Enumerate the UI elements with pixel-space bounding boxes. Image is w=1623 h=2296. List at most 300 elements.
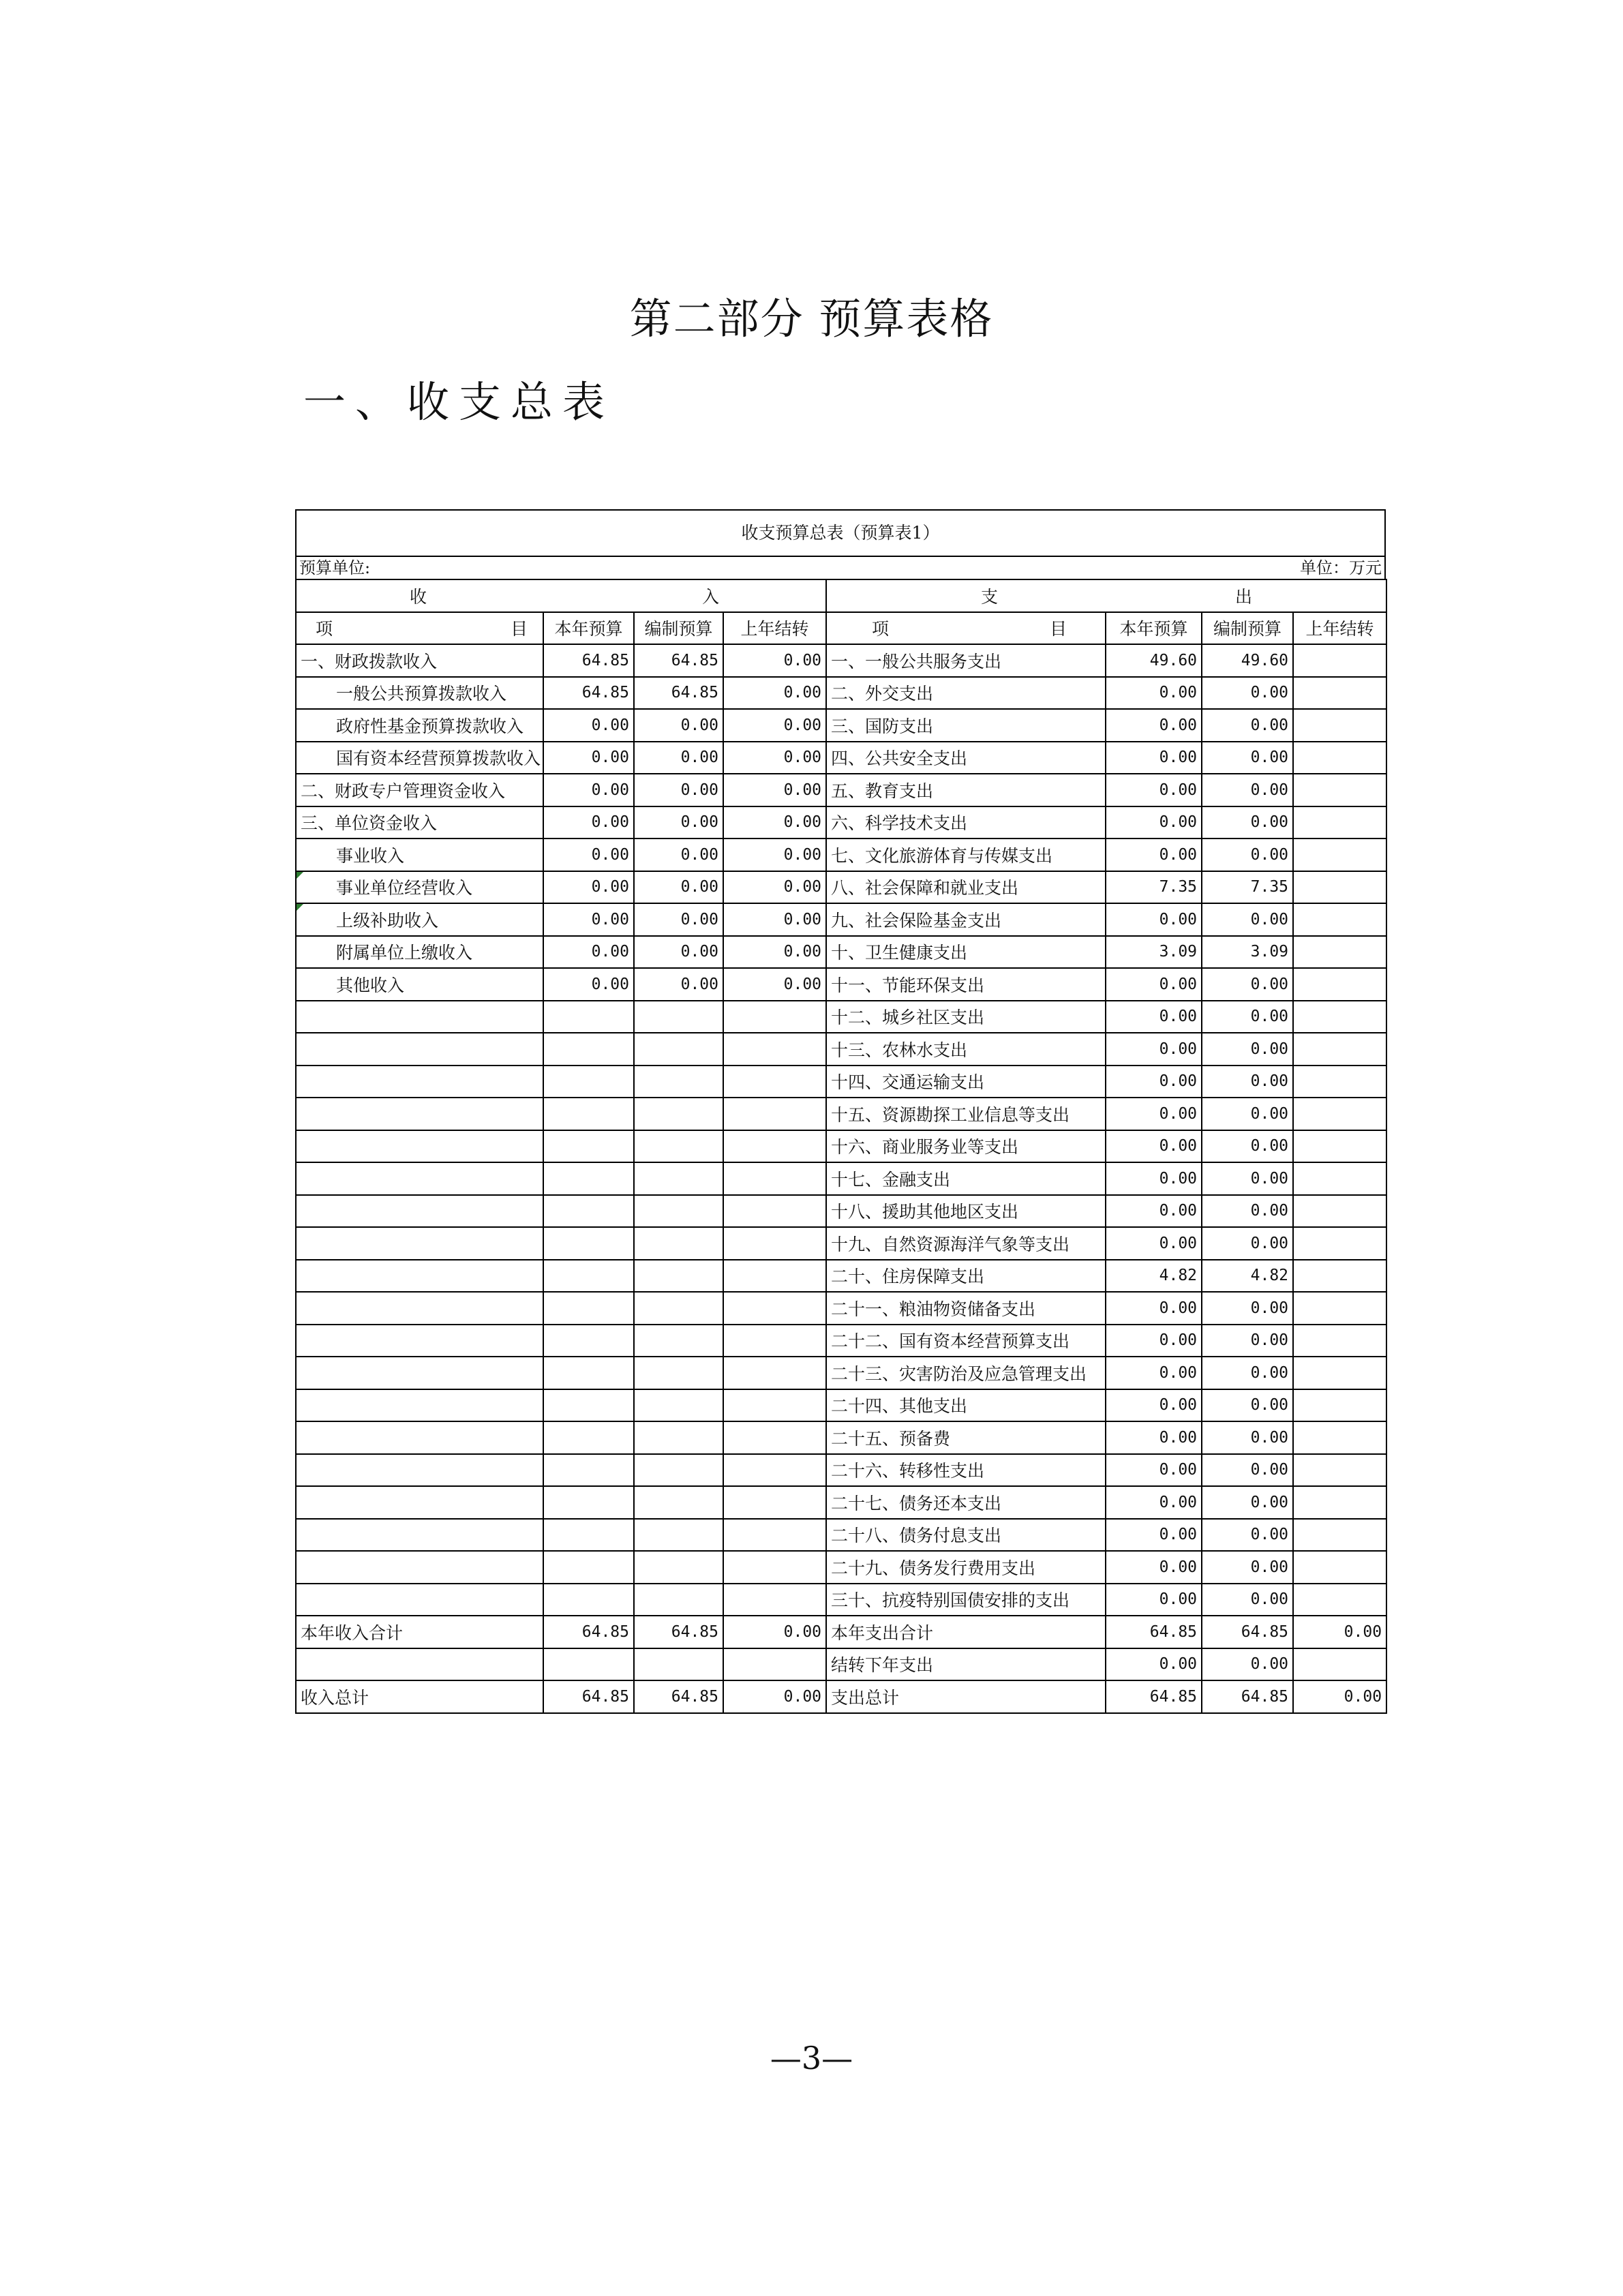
expense-current-cell: 0.00 (1106, 1001, 1202, 1033)
table-row (296, 1680, 1386, 1713)
expense-carryover-header: 上年结转 (1293, 612, 1386, 645)
income-current-cell (543, 1325, 634, 1357)
income-carryover-cell: 0.00 (723, 936, 826, 969)
expense-current-cell: 0.00 (1106, 1551, 1202, 1584)
income-header-right: 入 (702, 586, 720, 607)
income-item-cell (296, 1130, 543, 1163)
income-compiled-cell (634, 1033, 723, 1066)
income-item-cell: 事业收入 (296, 839, 543, 871)
expense-carryover-cell (1293, 1519, 1386, 1552)
income-item-cell: 上级补助收入 (296, 903, 543, 936)
table-row (296, 774, 1386, 806)
income-current-cell: 0.00 (543, 968, 634, 1001)
expense-compiled-cell: 0.00 (1202, 1162, 1293, 1195)
expense-item-cell: 二十七、债务还本支出 (826, 1486, 1106, 1519)
table-row (296, 1260, 1386, 1293)
expense-carryover-cell (1293, 839, 1386, 871)
income-current-cell: 64.85 (543, 1680, 634, 1713)
expense-compiled-cell: 0.00 (1202, 1551, 1293, 1584)
income-compiled-cell: 0.00 (634, 774, 723, 806)
expense-current-cell: 0.00 (1106, 742, 1202, 774)
income-carryover-cell (723, 1389, 826, 1422)
income-item-cell (296, 1486, 543, 1519)
income-carryover-cell: 0.00 (723, 677, 826, 710)
expense-compiled-cell: 0.00 (1202, 903, 1293, 936)
expense-carryover-cell (1293, 1421, 1386, 1454)
table-row (296, 871, 1386, 904)
expense-compiled-cell: 0.00 (1202, 1001, 1293, 1033)
expense-carryover-cell (1293, 1584, 1386, 1616)
expense-compiled-cell: 0.00 (1202, 1098, 1293, 1130)
expense-compiled-cell: 7.35 (1202, 871, 1293, 904)
income-carryover-cell (723, 1357, 826, 1389)
income-compiled-cell: 0.00 (634, 839, 723, 871)
income-compiled-cell (634, 1389, 723, 1422)
expense-current-cell: 0.00 (1106, 1162, 1202, 1195)
income-item-cell (296, 1421, 543, 1454)
income-carryover-cell (723, 1227, 826, 1260)
expense-carryover-cell (1293, 742, 1386, 774)
income-carryover-cell (723, 1260, 826, 1293)
income-current-cell (543, 1292, 634, 1325)
income-current-cell (543, 1486, 634, 1519)
expense-item-cell: 十四、交通运输支出 (826, 1066, 1106, 1098)
expense-item-cell: 十九、自然资源海洋气象等支出 (826, 1227, 1106, 1260)
expense-carryover-cell (1293, 1227, 1386, 1260)
income-item-cell: 一、财政拨款收入 (296, 644, 543, 677)
income-current-cell (543, 1098, 634, 1130)
expense-item-cell: 十一、节能环保支出 (826, 968, 1106, 1001)
expense-item-cell: 十七、金融支出 (826, 1162, 1106, 1195)
expense-item-cell: 六、科学技术支出 (826, 806, 1106, 839)
income-compiled-cell: 0.00 (634, 742, 723, 774)
income-current-cell (543, 1066, 634, 1098)
expense-item-cell: 二十三、灾害防治及应急管理支出 (826, 1357, 1106, 1389)
expense-compiled-cell: 0.00 (1202, 1454, 1293, 1487)
income-item-cell: 其他收入 (296, 968, 543, 1001)
income-item-cell (296, 1195, 543, 1228)
unit-row (295, 557, 1386, 579)
table-row (296, 742, 1386, 774)
income-item-cell: 国有资本经营预算拨款收入 (296, 742, 543, 774)
expense-carryover-cell (1293, 936, 1386, 969)
income-current-cell: 0.00 (543, 839, 634, 871)
expense-item-cell: 二十五、预备费 (826, 1421, 1106, 1454)
expense-current-cell: 0.00 (1106, 806, 1202, 839)
table-row (296, 709, 1386, 742)
income-compiled-cell: 64.85 (634, 677, 723, 710)
income-item-cell: 事业单位经营收入 (296, 871, 543, 904)
income-carryover-cell: 0.00 (723, 709, 826, 742)
income-carryover-cell: 0.00 (723, 774, 826, 806)
part-title: 第二部分 预算表格 (629, 294, 994, 344)
income-compiled-cell (634, 1454, 723, 1487)
income-item-cell (296, 1098, 543, 1130)
expense-carryover-cell (1293, 1648, 1386, 1681)
income-item-cell (296, 1292, 543, 1325)
income-current-cell: 0.00 (543, 936, 634, 969)
expense-current-cell: 0.00 (1106, 1357, 1202, 1389)
table-row (296, 1162, 1386, 1195)
table-caption: 收支预算总表（预算表1） (295, 509, 1386, 557)
income-item-cell (296, 1260, 543, 1293)
expense-compiled-cell: 0.00 (1202, 1389, 1293, 1422)
income-item-cell (296, 1551, 543, 1584)
budget-table-container (295, 509, 1386, 1714)
income-item-cell: 二、财政专户管理资金收入 (296, 774, 543, 806)
expense-carryover-cell (1293, 709, 1386, 742)
currency-unit-label: 单位：万元 (1300, 558, 1382, 577)
income-item-cell: 本年收入合计 (296, 1616, 543, 1648)
budget-table (295, 579, 1387, 1714)
table-row (296, 1033, 1386, 1066)
expense-item-cell: 二十一、粮油物资储备支出 (826, 1292, 1106, 1325)
expense-item-cell: 九、社会保险基金支出 (826, 903, 1106, 936)
expense-current-header: 本年预算 (1106, 612, 1202, 645)
income-current-cell (543, 1648, 634, 1681)
expense-section-header (826, 579, 1386, 612)
income-compiled-cell: 0.00 (634, 709, 723, 742)
expense-item-cell: 七、文化旅游体育与传媒支出 (826, 839, 1106, 871)
income-current-cell: 0.00 (543, 903, 634, 936)
expense-carryover-cell (1293, 677, 1386, 710)
income-current-cell (543, 1227, 634, 1260)
income-compiled-cell (634, 1486, 723, 1519)
income-carryover-cell (723, 1066, 826, 1098)
income-current-cell: 64.85 (543, 677, 634, 710)
income-compiled-cell (634, 1648, 723, 1681)
expense-carryover-cell: 0.00 (1293, 1680, 1386, 1713)
expense-compiled-cell: 0.00 (1202, 709, 1293, 742)
expense-current-cell: 0.00 (1106, 1227, 1202, 1260)
expense-item-cell: 十二、城乡社区支出 (826, 1001, 1106, 1033)
expense-current-cell: 64.85 (1106, 1616, 1202, 1648)
expense-compiled-cell: 0.00 (1202, 1486, 1293, 1519)
expense-item-left: 项 (872, 619, 890, 639)
expense-current-cell: 0.00 (1106, 968, 1202, 1001)
expense-compiled-cell: 0.00 (1202, 1519, 1293, 1552)
expense-item-cell: 结转下年支出 (826, 1648, 1106, 1681)
expense-compiled-cell: 0.00 (1202, 1066, 1293, 1098)
income-current-cell (543, 1001, 634, 1033)
expense-compiled-cell: 4.82 (1202, 1260, 1293, 1293)
income-compiled-cell (634, 1584, 723, 1616)
table-row (296, 1098, 1386, 1130)
expense-compiled-cell: 0.00 (1202, 1227, 1293, 1260)
income-compiled-cell (634, 1130, 723, 1163)
expense-compiled-cell: 0.00 (1202, 1195, 1293, 1228)
expense-carryover-cell (1293, 644, 1386, 677)
income-item-cell: 收入总计 (296, 1680, 543, 1713)
budget-unit-label: 预算单位: (299, 558, 371, 577)
income-compiled-cell: 0.00 (634, 871, 723, 904)
expense-header-right: 出 (1235, 586, 1253, 607)
table-row (296, 968, 1386, 1001)
expense-carryover-cell (1293, 1292, 1386, 1325)
expense-current-cell: 0.00 (1106, 1195, 1202, 1228)
expense-item-cell: 二十九、债务发行费用支出 (826, 1551, 1106, 1584)
income-current-cell: 0.00 (543, 709, 634, 742)
expense-carryover-cell (1293, 774, 1386, 806)
expense-compiled-cell: 0.00 (1202, 968, 1293, 1001)
income-compiled-cell (634, 1260, 723, 1293)
income-item-cell (296, 1389, 543, 1422)
table-row (296, 1292, 1386, 1325)
expense-current-cell: 3.09 (1106, 936, 1202, 969)
expense-compiled-cell: 3.09 (1202, 936, 1293, 969)
expense-item-cell: 支出总计 (826, 1680, 1106, 1713)
income-current-cell (543, 1519, 634, 1552)
table-row (296, 1227, 1386, 1260)
income-carryover-cell (723, 1421, 826, 1454)
expense-compiled-cell: 0.00 (1202, 1421, 1293, 1454)
income-compiled-cell: 0.00 (634, 806, 723, 839)
income-carryover-cell (723, 1454, 826, 1487)
income-carryover-cell: 0.00 (723, 903, 826, 936)
expense-carryover-cell: 0.00 (1293, 1616, 1386, 1648)
income-compiled-cell: 0.00 (634, 968, 723, 1001)
income-compiled-cell: 64.85 (634, 644, 723, 677)
expense-item-cell: 十、卫生健康支出 (826, 936, 1106, 969)
budget-body (296, 644, 1386, 1713)
income-item-header (296, 612, 543, 645)
income-carryover-cell (723, 1325, 826, 1357)
income-current-cell (543, 1162, 634, 1195)
table-row (296, 1130, 1386, 1163)
expense-compiled-cell: 64.85 (1202, 1680, 1293, 1713)
expense-item-cell: 二十六、转移性支出 (826, 1454, 1106, 1487)
expense-carryover-cell (1293, 1162, 1386, 1195)
expense-current-cell: 0.00 (1106, 1098, 1202, 1130)
table-row (296, 806, 1386, 839)
income-item-cell: 政府性基金预算拨款收入 (296, 709, 543, 742)
expense-item-cell: 三、国防支出 (826, 709, 1106, 742)
expense-carryover-cell (1293, 1033, 1386, 1066)
income-current-cell (543, 1130, 634, 1163)
expense-compiled-cell: 0.00 (1202, 839, 1293, 871)
expense-compiled-cell: 0.00 (1202, 1292, 1293, 1325)
income-carryover-cell: 0.00 (723, 871, 826, 904)
income-carryover-cell (723, 1195, 826, 1228)
income-header-left: 收 (410, 586, 427, 607)
expense-current-cell: 0.00 (1106, 1389, 1202, 1422)
expense-item-cell: 十六、商业服务业等支出 (826, 1130, 1106, 1163)
expense-item-cell: 十八、援助其他地区支出 (826, 1195, 1106, 1228)
income-item-left: 项 (316, 619, 333, 639)
expense-item-cell: 四、公共安全支出 (826, 742, 1106, 774)
income-item-cell (296, 1648, 543, 1681)
income-item-cell: 一般公共预算拨款收入 (296, 677, 543, 710)
table-row (296, 1454, 1386, 1487)
table-row (296, 1551, 1386, 1584)
expense-carryover-cell (1293, 1357, 1386, 1389)
income-compiled-cell (634, 1195, 723, 1228)
income-current-cell (543, 1551, 634, 1584)
income-carryover-cell: 0.00 (723, 1680, 826, 1713)
expense-current-cell: 0.00 (1106, 774, 1202, 806)
expense-carryover-cell (1293, 903, 1386, 936)
income-carryover-cell (723, 1584, 826, 1616)
expense-current-cell: 0.00 (1106, 1486, 1202, 1519)
expense-item-cell: 五、教育支出 (826, 774, 1106, 806)
expense-item-cell: 本年支出合计 (826, 1616, 1106, 1648)
expense-current-cell: 0.00 (1106, 1519, 1202, 1552)
expense-compiled-cell: 0.00 (1202, 806, 1293, 839)
income-compiled-cell: 0.00 (634, 936, 723, 969)
table-row (296, 936, 1386, 969)
expense-carryover-cell (1293, 1001, 1386, 1033)
income-carryover-cell (723, 1648, 826, 1681)
expense-current-cell: 0.00 (1106, 1454, 1202, 1487)
income-section-header (296, 579, 826, 612)
table-row (296, 1421, 1386, 1454)
expense-item-cell: 十五、资源勘探工业信息等支出 (826, 1098, 1106, 1130)
expense-compiled-cell: 64.85 (1202, 1616, 1293, 1648)
table-row (296, 1325, 1386, 1357)
table-row (296, 1486, 1386, 1519)
expense-item-cell: 二十八、债务付息支出 (826, 1519, 1106, 1552)
expense-current-cell: 0.00 (1106, 903, 1202, 936)
expense-item-cell: 十三、农林水支出 (826, 1033, 1106, 1066)
income-carryover-cell (723, 1519, 826, 1552)
expense-current-cell: 4.82 (1106, 1260, 1202, 1293)
expense-carryover-cell (1293, 1325, 1386, 1357)
income-item-right: 目 (510, 619, 528, 639)
income-current-cell: 0.00 (543, 871, 634, 904)
income-current-cell: 0.00 (543, 806, 634, 839)
expense-item-right: 目 (1050, 619, 1067, 639)
table-row (296, 1648, 1386, 1681)
income-current-cell: 0.00 (543, 774, 634, 806)
expense-current-cell: 49.60 (1106, 644, 1202, 677)
table-row (296, 1066, 1386, 1098)
income-carryover-cell: 0.00 (723, 742, 826, 774)
expense-compiled-cell: 0.00 (1202, 1325, 1293, 1357)
income-current-header: 本年预算 (543, 612, 634, 645)
expense-compiled-cell: 0.00 (1202, 1584, 1293, 1616)
expense-current-cell: 7.35 (1106, 871, 1202, 904)
income-carryover-cell: 0.00 (723, 806, 826, 839)
income-item-cell (296, 1584, 543, 1616)
income-item-cell (296, 1227, 543, 1260)
income-compiled-cell (634, 1001, 723, 1033)
table-row (296, 644, 1386, 677)
expense-current-cell: 0.00 (1106, 1066, 1202, 1098)
table-row (296, 1001, 1386, 1033)
income-compiled-cell (634, 1357, 723, 1389)
expense-compiled-cell: 0.00 (1202, 1648, 1293, 1681)
income-compiled-cell (634, 1325, 723, 1357)
expense-carryover-cell (1293, 1260, 1386, 1293)
section-title: 一、收支总表 (303, 377, 615, 427)
table-row (296, 1519, 1386, 1552)
expense-compiled-cell: 0.00 (1202, 742, 1293, 774)
income-carryover-cell (723, 1098, 826, 1130)
expense-carryover-cell (1293, 871, 1386, 904)
income-current-cell (543, 1195, 634, 1228)
income-compiled-cell (634, 1519, 723, 1552)
expense-current-cell: 0.00 (1106, 839, 1202, 871)
income-current-cell (543, 1454, 634, 1487)
expense-current-cell: 0.00 (1106, 1584, 1202, 1616)
income-carryover-cell (723, 1033, 826, 1066)
income-compiled-header: 编制预算 (634, 612, 723, 645)
expense-carryover-cell (1293, 1389, 1386, 1422)
expense-item-cell: 八、社会保障和就业支出 (826, 871, 1106, 904)
income-compiled-cell: 0.00 (634, 903, 723, 936)
expense-compiled-cell: 0.00 (1202, 774, 1293, 806)
income-item-cell (296, 1001, 543, 1033)
expense-compiled-cell: 49.60 (1202, 644, 1293, 677)
table-row (296, 903, 1386, 936)
table-row (296, 1584, 1386, 1616)
income-carryover-cell (723, 1001, 826, 1033)
income-item-cell: 附属单位上缴收入 (296, 936, 543, 969)
income-current-cell: 0.00 (543, 742, 634, 774)
income-carryover-cell (723, 1130, 826, 1163)
income-compiled-cell (634, 1421, 723, 1454)
expense-carryover-cell (1293, 806, 1386, 839)
expense-carryover-cell (1293, 1098, 1386, 1130)
income-current-cell: 64.85 (543, 1616, 634, 1648)
income-item-cell (296, 1357, 543, 1389)
income-current-cell (543, 1584, 634, 1616)
column-header-row (296, 612, 1386, 645)
expense-current-cell: 0.00 (1106, 677, 1202, 710)
income-item-cell (296, 1519, 543, 1552)
expense-item-cell: 三十、抗疫特别国债安排的支出 (826, 1584, 1106, 1616)
income-carryover-cell: 0.00 (723, 839, 826, 871)
income-item-cell (296, 1162, 543, 1195)
income-compiled-cell (634, 1292, 723, 1325)
income-compiled-cell (634, 1551, 723, 1584)
income-item-cell (296, 1066, 543, 1098)
page-number: —3— (770, 2040, 853, 2076)
expense-carryover-cell (1293, 1551, 1386, 1584)
income-carryover-cell (723, 1551, 826, 1584)
income-current-cell (543, 1260, 634, 1293)
income-compiled-cell: 64.85 (634, 1680, 723, 1713)
income-carryover-cell: 0.00 (723, 644, 826, 677)
expense-item-cell: 二十四、其他支出 (826, 1389, 1106, 1422)
expense-item-cell: 二十二、国有资本经营预算支出 (826, 1325, 1106, 1357)
table-row (296, 1616, 1386, 1648)
expense-current-cell: 0.00 (1106, 1325, 1202, 1357)
income-current-cell: 64.85 (543, 644, 634, 677)
income-item-cell (296, 1033, 543, 1066)
income-current-cell (543, 1389, 634, 1422)
expense-carryover-cell (1293, 1130, 1386, 1163)
expense-item-cell: 一、一般公共服务支出 (826, 644, 1106, 677)
expense-compiled-header: 编制预算 (1202, 612, 1293, 645)
income-carryover-cell: 0.00 (723, 968, 826, 1001)
expense-compiled-cell: 0.00 (1202, 1033, 1293, 1066)
expense-compiled-cell: 0.00 (1202, 1130, 1293, 1163)
income-compiled-cell (634, 1227, 723, 1260)
income-item-cell: 三、单位资金收入 (296, 806, 543, 839)
expense-current-cell: 0.00 (1106, 1130, 1202, 1163)
expense-current-cell: 0.00 (1106, 1033, 1202, 1066)
income-carryover-cell: 0.00 (723, 1616, 826, 1648)
expense-compiled-cell: 0.00 (1202, 1357, 1293, 1389)
expense-current-cell: 64.85 (1106, 1680, 1202, 1713)
expense-item-cell: 二、外交支出 (826, 677, 1106, 710)
income-current-cell (543, 1357, 634, 1389)
expense-header-left: 支 (981, 586, 999, 607)
income-compiled-cell (634, 1098, 723, 1130)
income-compiled-cell (634, 1066, 723, 1098)
expense-compiled-cell: 0.00 (1202, 677, 1293, 710)
